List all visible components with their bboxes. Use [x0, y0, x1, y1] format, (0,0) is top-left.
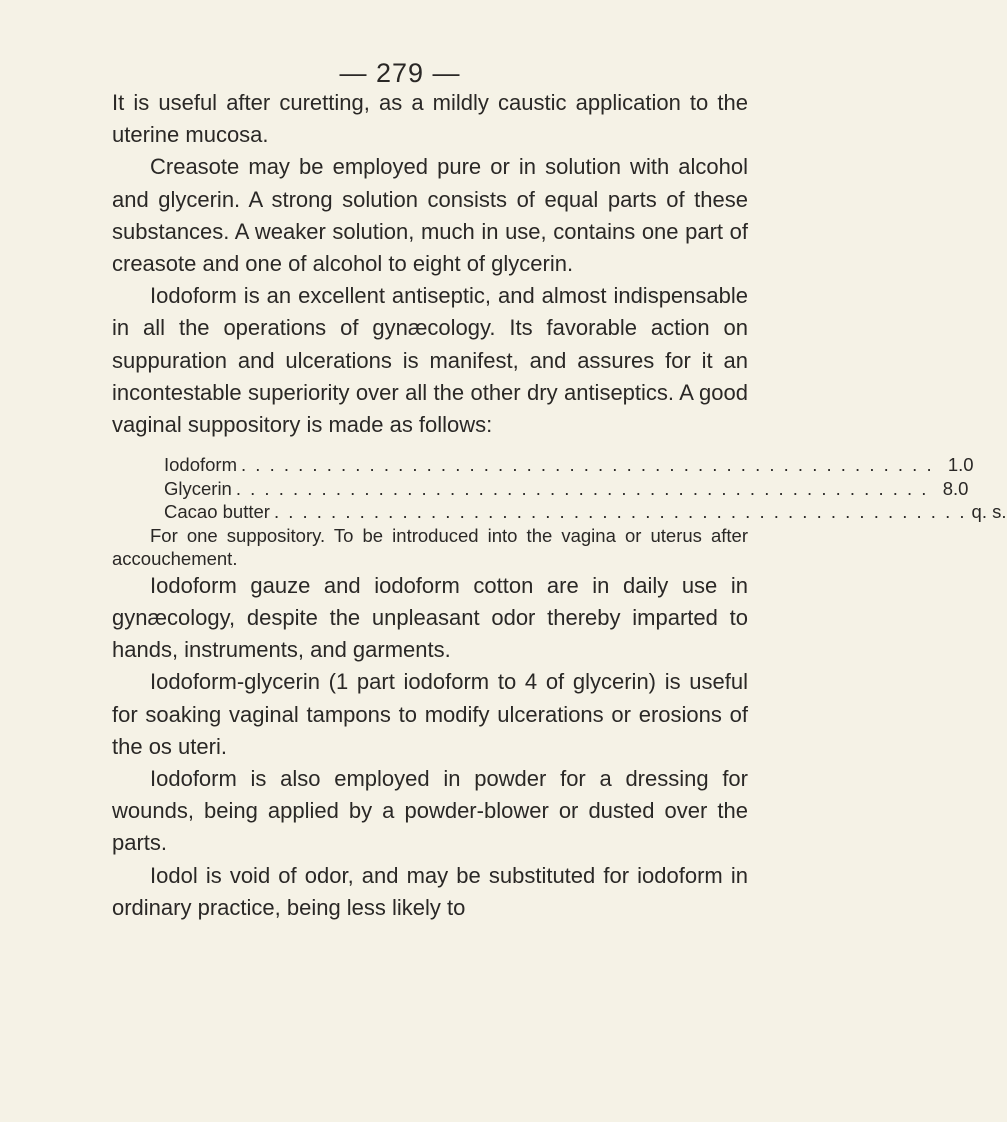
suppository-formula: [164, 453, 1007, 524]
formula-note: For one suppository. To be introduced into the vagina or uterus after accouchement.: [112, 524, 748, 569]
formula-row: [164, 477, 969, 501]
formula-row: [164, 500, 1007, 524]
leader-dots: . . . . . . . . . . . . . . . . . . . . . . . . . . . . . . . . . . . . . . . . . . . . . . . . .: [273, 501, 967, 523]
leader-dots: . . . . . . . . . . . . . . . . . . . . . . . . . . . . . . . . . . . . . . . . . . . . . . . . .: [235, 477, 929, 499]
ingredient-quantity: q. s.: [971, 501, 1007, 523]
formula-row: [164, 453, 974, 477]
ingredient-name: Cacao butter: [164, 501, 270, 523]
paragraph: Iodoform is also employed in powder for a dressing for wounds, being applied by a powder-blower or dusted over the parts.: [112, 765, 748, 856]
paragraph: Iodoform is an excellent antiseptic, and almost indispensable in all the operations of gynæcology. Its favorable action on suppuration and ulcerations is manifest, and assures for it an incontestable superiority over all the other dry antiseptics. A good vaginal suppository is made as follows:: [112, 283, 748, 438]
paragraph: Iodol is void of odor, and may be substituted for iodoform in ordinary practice, being less likely to: [112, 862, 748, 920]
ingredient-quantity: 1.0: [947, 454, 974, 476]
paragraph: Iodoform gauze and iodoform cotton are in daily use in gynæcology, despite the unpleasant odor thereby imparted to hands, instruments, and garments.: [112, 572, 748, 663]
leader-dots: . . . . . . . . . . . . . . . . . . . . . . . . . . . . . . . . . . . . . . . . . . . . . . . . .: [241, 454, 934, 476]
ingredient-name: Glycerin: [164, 477, 232, 499]
page-number: — 279 —: [339, 58, 461, 88]
paragraph: It is useful after curetting, as a mildly caustic application to the uterine mucosa.: [112, 90, 748, 148]
body-text: [112, 87, 1007, 924]
paragraph: Creasote may be employed pure or in solution with alcohol and glycerin. A strong solution consists of equal parts of these substances. A weaker solution, much in use, contains one part of creasote and one of alcohol to eight of glycerin.: [112, 154, 748, 277]
ingredient-name: Iodoform: [164, 454, 238, 476]
ingredient-quantity: 8.0: [942, 477, 969, 499]
paragraph: Iodoform-glycerin (1 part iodoform to 4 of glycerin) is useful for soaking vaginal tampons to modify ulcerations or erosions of the os uteri.: [112, 669, 748, 759]
